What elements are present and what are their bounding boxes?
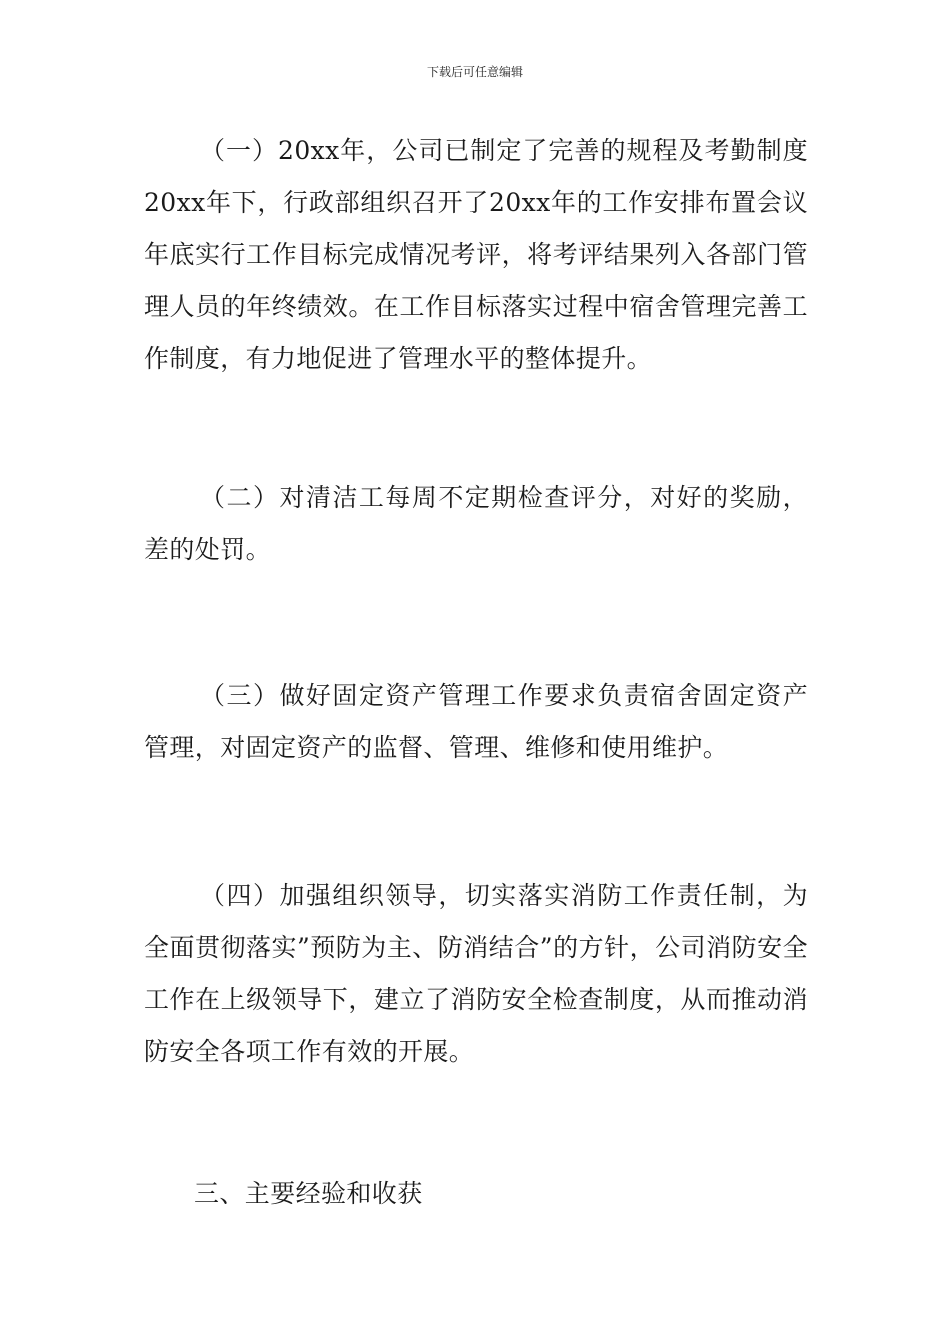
header-note: 下载后可任意编辑 [426,65,523,79]
paragraph-2: （二）对清洁工每周不定期检查评分，对好的奖励，差的处罚。 [144,483,808,564]
paragraph-3: （三）做好固定资产管理工作要求负责宿舍固定资产管理，对固定资产的监督、管理、维修和使用维护。 [144,681,808,762]
paragraph-4: （四）加强组织领导，切实落实消防工作责任制，为全面贯彻落实”预防为主、防消结合”的方针，公司消防安全工作在上级领导下，建立了消防安全检查制度，从而推动消防安全各项工作有效的开展。 [144,881,808,1066]
paragraph-1: （一）20xx年，公司已制定了完善的规程及考勤制度20xx年下，行政部组织召开了20xx年的工作安排布置会议年底实行工作目标完成情况考评，将考评结果列入各部门管理人员的年终绩效。在工作目标落实过程中宿舍管理完善工作制度，有力地促进了管理水平的整体提升。 [144,136,808,373]
section-heading: 三、主要经验和收获 [194,1179,423,1208]
